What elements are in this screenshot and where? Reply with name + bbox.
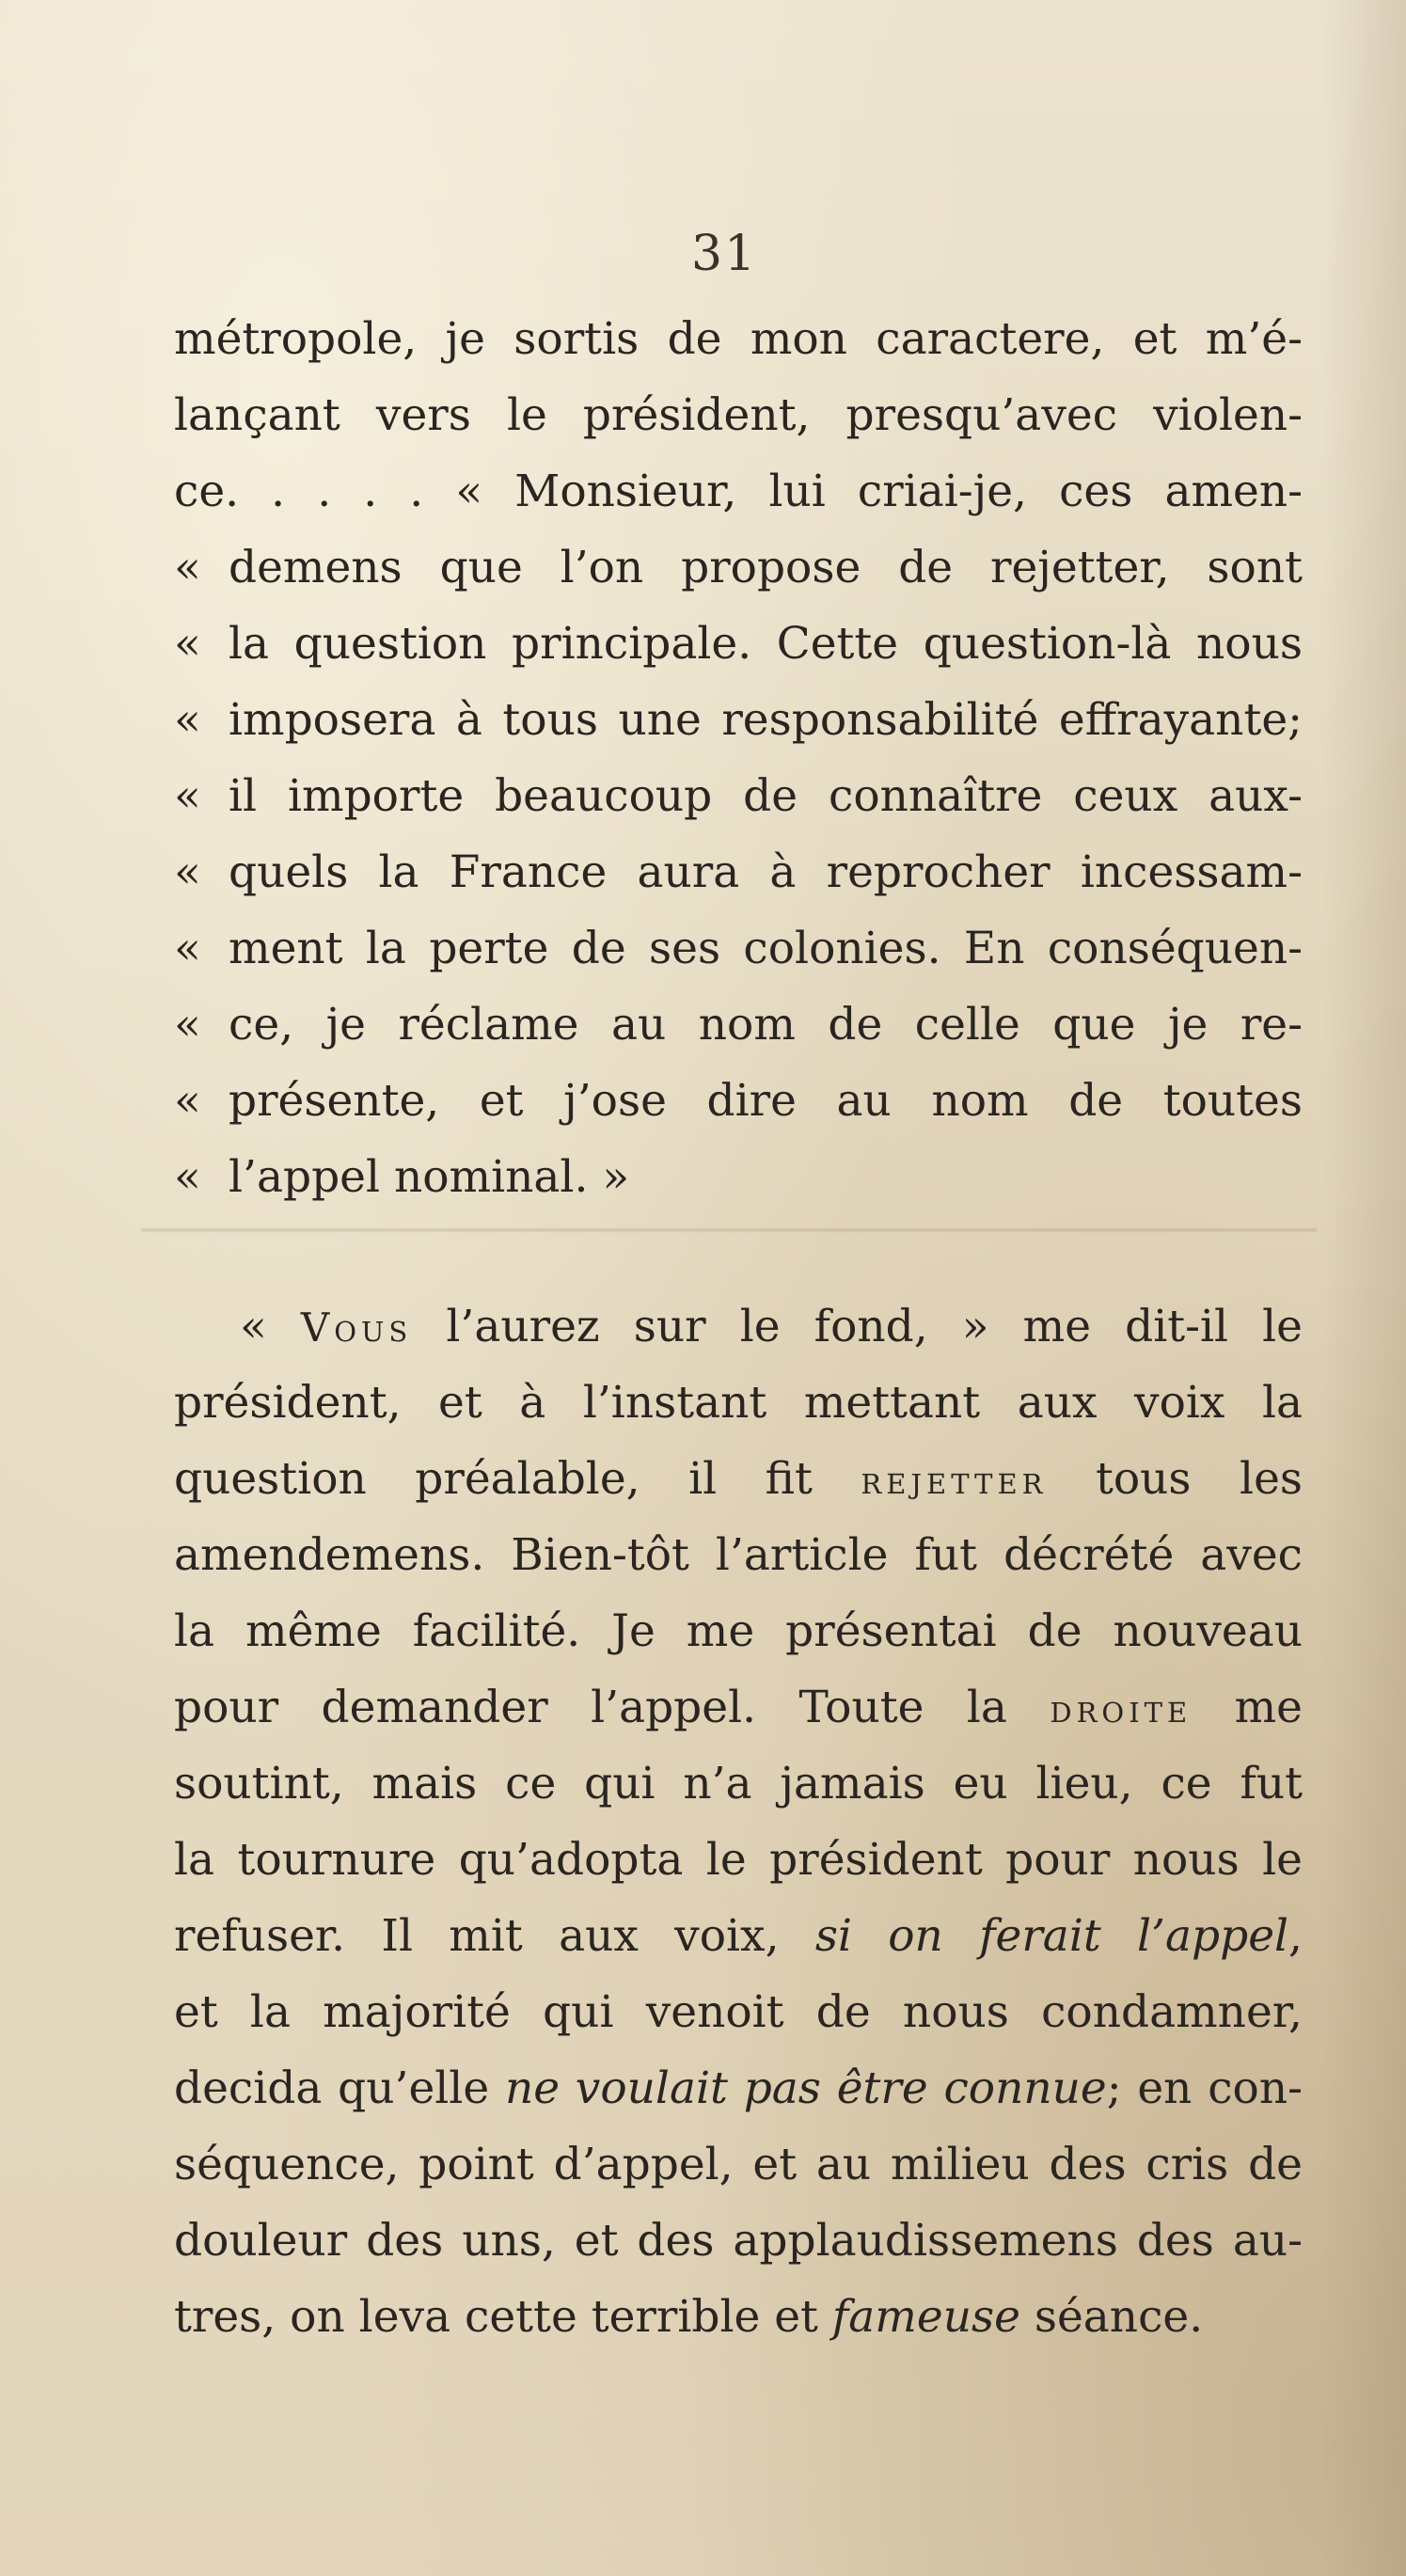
quoted-line: « imposera à tous une responsabilité effrayante; bbox=[174, 682, 1303, 758]
small-caps-word: droite bbox=[1050, 1685, 1193, 1731]
quoted-line: « l’appel nominal. » bbox=[174, 1139, 1303, 1215]
opening-guillemet: « bbox=[174, 770, 201, 822]
text-line: ce. . . . . « Monsieur, lui criai-je, ces amen- bbox=[174, 466, 1303, 517]
paper-fold-crease bbox=[141, 1227, 1317, 1233]
text-line: soutint, mais ce qui n’a jamais eu lieu, ce fut bbox=[174, 1758, 1303, 1810]
text-line: et la majorité qui venoit de nous condamner, bbox=[174, 1986, 1303, 2038]
quoted-line: « ce, je réclame au nom de celle que je re- bbox=[174, 987, 1303, 1063]
page-edge-shadow bbox=[1321, 0, 1406, 2576]
text-line: président, et à l’instant mettant aux voix la bbox=[174, 1377, 1303, 1429]
page-number: 31 bbox=[691, 226, 758, 282]
text-line: pour demander l’appel. Toute la droite me bbox=[174, 1682, 1303, 1733]
small-caps-word: Vous bbox=[300, 1304, 413, 1351]
quoted-line: « demens que l’on propose de rejetter, sont bbox=[174, 529, 1303, 606]
opening-guillemet: « bbox=[174, 846, 201, 898]
text-line: refuser. Il mit aux voix, si on ferait l’appel, bbox=[174, 1910, 1303, 1962]
paragraph-one bbox=[174, 301, 1303, 1215]
opening-guillemet: « bbox=[174, 923, 201, 974]
text-line: decida qu’elle ne voulait pas être connue; en con- bbox=[174, 2062, 1303, 2114]
opening-guillemet: « bbox=[174, 1075, 201, 1127]
opening-guillemet: « bbox=[174, 542, 201, 593]
text-line: amendemens. Bien-tôt l’article fut décrété avec bbox=[174, 1529, 1303, 1581]
text-line: métropole, je sortis de mon caractere, et m’é- bbox=[174, 313, 1303, 365]
text-line: « Vous l’aurez sur le fond, » me dit-il le bbox=[240, 1301, 1303, 1352]
quoted-line: « quels la France aura à reprocher incessam- bbox=[174, 834, 1303, 910]
text-line: la tournure qu’adopta le président pour nous le bbox=[174, 1834, 1303, 1886]
opening-guillemet: « bbox=[174, 618, 201, 670]
small-caps-word: rejetter bbox=[861, 1457, 1048, 1503]
italic-phrase: fameuse bbox=[831, 2291, 1020, 2343]
text-line: lançant vers le président, presqu’avec violen- bbox=[174, 389, 1303, 441]
quoted-line: « la question principale. Cette question-là nous bbox=[174, 606, 1303, 682]
italic-phrase: ne voulait pas être connue bbox=[504, 2062, 1107, 2114]
quoted-line: « présente, et j’ose dire au nom de toutes bbox=[174, 1063, 1303, 1139]
text-line: question préalable, il fit rejetter tous les bbox=[174, 1453, 1303, 1505]
opening-guillemet: « bbox=[174, 999, 201, 1051]
text-line: tres, on leva cette terrible et fameuse séance. bbox=[174, 2291, 1204, 2343]
opening-guillemet: « bbox=[174, 1151, 201, 1203]
quoted-line: « ment la perte de ses colonies. En conséquen- bbox=[174, 910, 1303, 987]
quoted-line: « il importe beaucoup de connaître ceux aux- bbox=[174, 758, 1303, 834]
italic-phrase: si on ferait l’appel bbox=[814, 1910, 1289, 1962]
text-line: la même facilité. Je me présentai de nouveau bbox=[174, 1605, 1303, 1657]
opening-guillemet: « bbox=[174, 694, 201, 746]
text-line: douleur des uns, et des applaudissemens des au- bbox=[174, 2215, 1303, 2267]
paragraph-two bbox=[174, 1288, 1303, 2355]
text-line: séquence, point d’appel, et au milieu des cris de bbox=[174, 2139, 1303, 2190]
